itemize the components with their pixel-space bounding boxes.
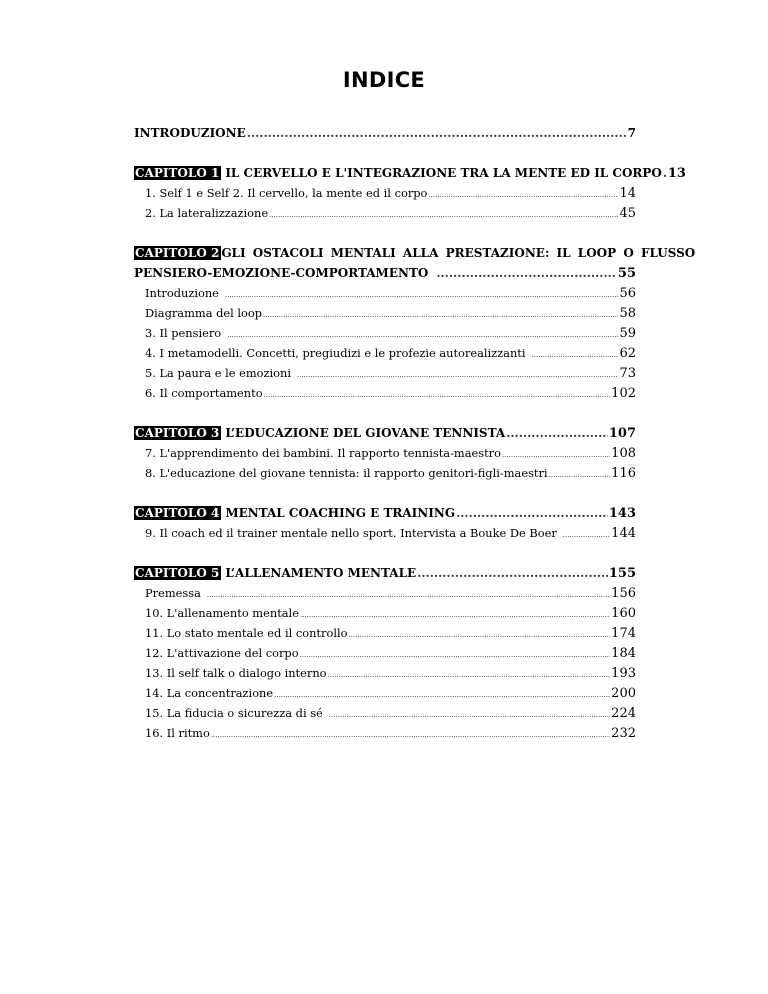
toc-entry-page: 108 bbox=[611, 446, 636, 461]
toc-entry-label: 1. Self 1 e Self 2. Il cervello, la mente ed il corpo bbox=[145, 186, 428, 200]
chapter-title-line-1: GLI OSTACOLI MENTALI ALLA PRESTAZIONE: IL LOOP O FLUSSO bbox=[221, 246, 696, 260]
toc-entry bbox=[134, 726, 636, 746]
toc-entry-label: 5. La paura e le emozioni bbox=[145, 366, 291, 380]
table-of-contents bbox=[134, 126, 696, 746]
chapter-3 bbox=[134, 426, 636, 486]
toc-entry bbox=[134, 706, 636, 726]
toc-entry-page: 45 bbox=[619, 206, 636, 221]
chapter-heading bbox=[134, 506, 636, 526]
toc-entry-label: 2. La lateralizzazione bbox=[145, 206, 269, 220]
chapter-title: L’ALLENAMENTO MENTALE bbox=[225, 566, 417, 580]
toc-entry bbox=[134, 466, 636, 486]
toc-entry bbox=[134, 366, 636, 386]
toc-entry-page: 174 bbox=[611, 626, 636, 641]
toc-entry-page: 62 bbox=[619, 346, 636, 361]
toc-entry-page: 56 bbox=[619, 286, 636, 301]
toc-entry-label: 9. Il coach ed il trainer mentale nello sport. Intervista a Bouke De Boer bbox=[145, 526, 557, 540]
toc-entry-page: 7 bbox=[627, 126, 636, 140]
toc-entry bbox=[134, 586, 636, 606]
toc-entry bbox=[134, 326, 636, 346]
toc-entry-label: 10. L'allenamento mentale bbox=[145, 606, 299, 620]
dot-leader bbox=[211, 726, 610, 740]
toc-entry-page: 144 bbox=[611, 526, 636, 541]
chapter-heading-line-2 bbox=[134, 266, 636, 286]
toc-entry-page: 232 bbox=[611, 726, 636, 741]
toc-entry-label: 3. Il pensiero bbox=[145, 326, 222, 340]
dot-leader bbox=[269, 206, 618, 220]
toc-entry-label: Introduzione bbox=[145, 286, 219, 300]
toc-entry-page: 102 bbox=[611, 386, 636, 401]
toc-entry bbox=[134, 606, 636, 626]
dot-leader bbox=[227, 326, 618, 340]
dot-leader bbox=[549, 466, 611, 480]
dot-leader bbox=[563, 526, 610, 540]
chapter-title: IL CERVELLO E L'INTEGRAZIONE TRA LA MENTE ED IL CORPO bbox=[225, 166, 662, 180]
toc-entry-page: 200 bbox=[611, 686, 636, 701]
dot-leader bbox=[329, 706, 610, 720]
toc-entry-label: Diagramma del loop bbox=[145, 306, 263, 320]
page-title: INDICE bbox=[342, 68, 426, 92]
toc-entry bbox=[134, 626, 636, 646]
chapter-heading bbox=[134, 426, 636, 446]
chapter-heading bbox=[134, 566, 636, 586]
dot-leader bbox=[300, 606, 610, 620]
chapter-tag: CAPITOLO 3 bbox=[135, 426, 220, 440]
chapter-tag: CAPITOLO 1 bbox=[135, 166, 220, 180]
dot-leader bbox=[436, 266, 617, 280]
toc-entry-page: 58 bbox=[619, 306, 636, 321]
toc-entry-label: 14. La concentrazione bbox=[145, 686, 274, 700]
toc-entry bbox=[134, 346, 636, 366]
dot-leader bbox=[506, 426, 608, 440]
toc-entry bbox=[134, 386, 636, 406]
toc-entry bbox=[134, 666, 636, 686]
dot-leader bbox=[348, 626, 610, 640]
toc-entry-page: 160 bbox=[611, 606, 636, 621]
toc-entry-page: 156 bbox=[611, 586, 636, 601]
toc-entry-introduction bbox=[134, 126, 636, 146]
toc-entry-label: 6. Il comportamento bbox=[145, 386, 263, 400]
chapter-2 bbox=[134, 246, 696, 406]
toc-entry-page: 224 bbox=[611, 706, 636, 721]
toc-entry-page: 193 bbox=[611, 666, 636, 681]
dot-leader bbox=[207, 586, 610, 600]
chapter-heading bbox=[134, 166, 686, 186]
dot-leader bbox=[456, 506, 608, 520]
toc-entry bbox=[134, 306, 636, 326]
dot-leader bbox=[532, 346, 619, 360]
chapter-page: 155 bbox=[608, 566, 636, 581]
dot-leader bbox=[264, 386, 611, 400]
chapter-page: 13 bbox=[667, 166, 686, 181]
dot-leader bbox=[417, 566, 608, 580]
toc-entry-page: 14 bbox=[619, 186, 636, 201]
chapter-title: MENTAL COACHING E TRAINING bbox=[225, 506, 456, 520]
dot-leader bbox=[300, 646, 611, 660]
toc-entry-label: 15. La fiducia o sicurezza di sé bbox=[145, 706, 323, 720]
chapter-title-line-2: PENSIERO-EMOZIONE-COMPORTAMENTO bbox=[134, 266, 429, 280]
toc-entry-label: Premessa bbox=[145, 586, 201, 600]
chapter-4 bbox=[134, 506, 636, 546]
dot-leader bbox=[263, 306, 618, 320]
toc-entry bbox=[134, 186, 636, 206]
chapter-tag: CAPITOLO 5 bbox=[135, 566, 220, 580]
toc-entry-page: 116 bbox=[611, 466, 636, 481]
toc-entry-label: 4. I metamodelli. Concetti, pregiudizi e le profezie autorealizzanti bbox=[145, 346, 526, 360]
toc-entry-label: INTRODUZIONE bbox=[134, 126, 246, 140]
toc-entry-page: 73 bbox=[619, 366, 636, 381]
chapter-tag: CAPITOLO 2 bbox=[135, 246, 220, 260]
dot-leader bbox=[663, 166, 667, 180]
dot-leader bbox=[328, 666, 611, 680]
toc-entry-label: 7. L'apprendimento dei bambini. Il rapporto tennista-maestro bbox=[145, 446, 501, 460]
toc-entry bbox=[134, 646, 636, 666]
chapter-5 bbox=[134, 566, 636, 746]
dot-leader bbox=[225, 286, 619, 300]
toc-entry bbox=[134, 286, 636, 306]
dot-leader bbox=[247, 126, 627, 140]
toc-entry bbox=[134, 686, 636, 706]
chapter-title: L’EDUCAZIONE DEL GIOVANE TENNISTA bbox=[225, 426, 506, 440]
toc-entry-page: 184 bbox=[611, 646, 636, 661]
dot-leader bbox=[428, 186, 618, 200]
toc-entry-label: 11. Lo stato mentale ed il controllo bbox=[145, 626, 348, 640]
chapter-tag: CAPITOLO 4 bbox=[135, 506, 220, 520]
toc-entry-label: 13. Il self talk o dialogo interno bbox=[145, 666, 327, 680]
toc-entry bbox=[134, 526, 636, 546]
dot-leader bbox=[274, 686, 610, 700]
toc-entry-page: 59 bbox=[619, 326, 636, 341]
chapter-heading-line-1 bbox=[134, 246, 696, 266]
chapter-1 bbox=[134, 166, 686, 226]
toc-entry-label: 12. L'attivazione del corpo bbox=[145, 646, 299, 660]
toc-entry-label: 16. Il ritmo bbox=[145, 726, 210, 740]
toc-entry bbox=[134, 206, 636, 226]
toc-entry bbox=[134, 446, 636, 466]
chapter-page: 107 bbox=[608, 426, 636, 441]
dot-leader bbox=[502, 446, 610, 460]
chapter-page: 143 bbox=[608, 506, 636, 521]
toc-entry-label: 8. L'educazione del giovane tennista: il rapporto genitori-figli-maestri bbox=[145, 466, 548, 480]
chapter-page: 55 bbox=[617, 266, 636, 281]
dot-leader bbox=[297, 366, 618, 380]
